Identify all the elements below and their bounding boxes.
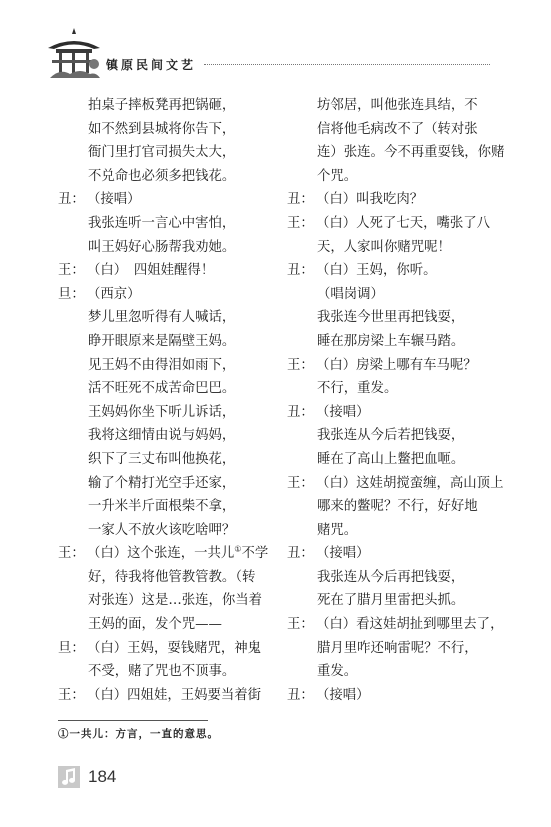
line-text-part: 拍桌子摔板凳再把锅砸， xyxy=(88,98,236,113)
speaker-role: 王： xyxy=(287,215,314,231)
speaker-role: 王： xyxy=(58,687,85,703)
line-text xyxy=(316,613,503,637)
line-text-part: 输了个精打光空手还家， xyxy=(88,475,236,491)
script-line xyxy=(287,377,523,401)
script-line xyxy=(287,542,523,566)
line-text-part: 哪来的鳖呢？不行，好好地 xyxy=(317,499,478,515)
line-text-part: 个咒。 xyxy=(317,168,358,184)
line-text xyxy=(317,424,464,448)
line-text xyxy=(87,259,214,283)
script-line xyxy=(287,236,523,260)
header-dotted-rule xyxy=(204,64,490,65)
line-text-part: 一家人不放火该吃啥呷？ xyxy=(88,522,236,538)
line-text xyxy=(88,212,235,236)
line-text-part: 我张连今世里再把钱耍， xyxy=(317,310,465,326)
line-text xyxy=(88,495,235,519)
line-text xyxy=(88,519,235,543)
speaker-role: 王： xyxy=(58,546,85,562)
line-text xyxy=(317,637,478,661)
line-text xyxy=(88,660,235,684)
line-text-part: （西京） xyxy=(87,286,141,302)
line-text xyxy=(88,354,235,378)
line-text-part: （唱岗调） xyxy=(317,286,384,302)
script-line xyxy=(58,330,294,354)
line-text xyxy=(88,330,235,354)
line-text-part: 梦儿里忽听得有人喊话， xyxy=(88,310,236,326)
script-line xyxy=(58,424,294,448)
script-line xyxy=(287,637,523,661)
script-line xyxy=(287,613,523,637)
line-text xyxy=(317,306,464,330)
line-text-part: 睁开眼原来是隔壁王妈。 xyxy=(88,333,236,349)
line-text xyxy=(316,401,370,425)
script-line xyxy=(58,259,294,283)
line-text-part: 好，待我将他管教管教。（转 xyxy=(88,569,256,585)
speaker-role: 王： xyxy=(287,357,314,373)
line-text-part: 对张连）这是…张连，你当着 xyxy=(88,593,263,609)
line-text xyxy=(88,236,235,260)
line-text xyxy=(316,472,503,496)
line-text xyxy=(317,377,397,401)
line-text xyxy=(317,283,384,307)
script-line xyxy=(287,259,523,283)
line-text xyxy=(87,542,268,566)
speaker-role: 王： xyxy=(58,263,85,279)
line-text-part: 睡在那房梁上车辗马踏。 xyxy=(317,333,465,349)
speaker-role: 王： xyxy=(287,617,314,633)
script-line xyxy=(287,472,523,496)
script-line xyxy=(287,118,523,142)
speaker-role: 丑： xyxy=(287,687,314,703)
line-text xyxy=(88,448,235,472)
line-text-part: （白）看这娃胡扯到哪里去了， xyxy=(316,617,504,633)
line-text-part: 信将他毛病改不了（转对张 xyxy=(317,121,478,137)
line-text xyxy=(317,660,357,684)
line-text-part: 一升米半斤面根柴不拿， xyxy=(88,499,236,515)
line-text xyxy=(317,519,357,543)
line-text-part: （白）王妈，耍钱赌咒，神鬼 xyxy=(87,640,262,656)
line-text xyxy=(87,637,261,661)
script-line xyxy=(58,94,294,118)
script-line xyxy=(58,495,294,519)
header-title: 镇原民间文艺 xyxy=(106,58,197,72)
footnote-divider xyxy=(58,720,208,721)
script-line xyxy=(58,377,294,401)
script-line xyxy=(58,637,294,661)
script-line xyxy=(287,212,523,236)
right-column xyxy=(287,94,523,707)
line-text xyxy=(88,401,235,425)
line-text xyxy=(88,165,235,189)
script-line xyxy=(58,519,294,543)
line-text-part: 不行，重发。 xyxy=(317,381,398,397)
line-text-part: 不受，赌了咒也不顶事。 xyxy=(88,664,236,680)
line-text xyxy=(317,330,464,354)
line-text-part: （接唱） xyxy=(87,192,141,208)
script-line xyxy=(58,613,294,637)
script-line xyxy=(58,354,294,378)
script-line xyxy=(58,165,294,189)
script-line xyxy=(287,401,523,425)
line-text-part: （白）人死了七天，嘴张了八 xyxy=(316,215,491,231)
speaker-role: 丑： xyxy=(287,192,314,208)
line-text-part: （白）房梁上哪有车马呢？ xyxy=(316,357,477,373)
speaker-role: 王： xyxy=(287,475,314,491)
line-text-part: 天，人家叫你赌咒呢！ xyxy=(317,239,451,255)
line-text xyxy=(88,589,262,613)
script-line xyxy=(287,589,523,613)
speaker-role: 丑： xyxy=(58,192,85,208)
script-line xyxy=(287,188,523,212)
page-number: 184 xyxy=(88,767,117,786)
line-text-part: （白）这娃胡搅蛮缠，高山顶上 xyxy=(316,475,504,491)
line-text xyxy=(317,589,464,613)
script-line xyxy=(58,188,294,212)
line-text-part: 王妈的面，发个咒—— xyxy=(88,617,222,633)
line-text xyxy=(317,448,464,472)
line-text-part: 我将这细情由说与妈妈， xyxy=(88,428,236,444)
script-line xyxy=(58,236,294,260)
line-text-part: 腊月里咋还响雷呢？不行， xyxy=(317,640,478,656)
script-line xyxy=(58,118,294,142)
script-line xyxy=(58,589,294,613)
script-line xyxy=(58,306,294,330)
line-text xyxy=(88,306,235,330)
line-text-part: （白）这个张连，一共儿 xyxy=(87,546,235,562)
line-text xyxy=(88,566,255,590)
script-line xyxy=(58,283,294,307)
line-text-part: 王妈妈你坐下听儿诉话， xyxy=(88,404,236,420)
line-text xyxy=(316,259,437,283)
line-text-part: 我张连听一言心中害怕， xyxy=(88,215,236,231)
line-text-part: （白）王妈，你听。 xyxy=(316,263,437,279)
music-note-icon xyxy=(58,766,80,788)
line-text-part: （白） 四姐娃醒得！ xyxy=(87,263,215,279)
page-header xyxy=(0,0,551,90)
line-text xyxy=(317,566,464,590)
line-text xyxy=(317,118,478,142)
left-column xyxy=(58,94,294,707)
line-text-part: 坊邻居，叫他张连具结，不 xyxy=(317,98,478,113)
line-text xyxy=(88,377,235,401)
line-text-part: 见王妈不由得泪如雨下， xyxy=(88,357,236,373)
script-line xyxy=(287,330,523,354)
line-text-part: （接唱） xyxy=(316,404,370,420)
line-text xyxy=(88,118,235,142)
line-text-part: 连）张连。今不再重耍钱，你赌 xyxy=(317,145,505,161)
speaker-role: 丑： xyxy=(287,546,314,562)
line-text-part: 赌咒。 xyxy=(317,522,358,538)
line-text-part: （接唱） xyxy=(316,546,370,562)
line-text xyxy=(317,165,357,189)
script-line xyxy=(287,495,523,519)
line-text-part: 我张连从今后再把钱耍， xyxy=(317,569,465,585)
line-text xyxy=(87,684,261,708)
script-line xyxy=(58,141,294,165)
line-text xyxy=(88,94,235,118)
script-line xyxy=(287,684,523,708)
line-text-part: 叫王妈好心肠帮我劝她。 xyxy=(88,239,236,255)
line-text xyxy=(316,354,477,378)
script-line xyxy=(287,165,523,189)
script-line xyxy=(287,306,523,330)
script-line xyxy=(287,283,523,307)
line-text xyxy=(317,236,451,260)
line-text-part: 不兑命也必须多把钱花。 xyxy=(88,168,236,184)
line-text-part: 我张连从今后若把钱耍， xyxy=(317,428,465,444)
speaker-role: 旦： xyxy=(58,286,85,302)
line-text xyxy=(316,684,370,708)
line-text xyxy=(87,283,141,307)
speaker-role: 丑： xyxy=(287,263,314,279)
script-line xyxy=(287,448,523,472)
line-text xyxy=(316,188,423,212)
line-text-part: 织下了三丈布叫他换花， xyxy=(88,451,236,467)
line-text-part: （白）叫我吃肉？ xyxy=(316,192,424,208)
line-text-part: 活不旺死不成苦命巴巴。 xyxy=(88,381,236,397)
line-text xyxy=(88,613,222,637)
line-text-part: 睡在了高山上鳖把血咂。 xyxy=(317,451,465,467)
speaker-role: 丑： xyxy=(287,404,314,420)
script-line xyxy=(58,660,294,684)
line-text xyxy=(88,141,235,165)
line-text-part: （接唱） xyxy=(316,687,370,703)
line-text xyxy=(87,188,141,212)
line-text-part: 如不然到县城将你告下， xyxy=(88,121,236,137)
line-text xyxy=(316,542,370,566)
line-text-part: 不学 xyxy=(241,546,269,562)
script-line xyxy=(287,660,523,684)
script-line xyxy=(287,566,523,590)
line-text xyxy=(317,141,504,165)
script-line xyxy=(58,401,294,425)
footnote-marker: ① xyxy=(234,544,242,554)
footnote: ①一共儿：方言，一直的意思。 xyxy=(58,728,219,740)
line-text xyxy=(317,495,478,519)
line-text xyxy=(88,472,235,496)
line-text-part: 重发。 xyxy=(317,664,358,680)
script-line xyxy=(58,566,294,590)
script-line xyxy=(287,354,523,378)
script-line xyxy=(287,94,523,118)
script-line xyxy=(58,472,294,496)
script-line xyxy=(58,542,294,566)
script-line xyxy=(58,448,294,472)
line-text xyxy=(88,424,235,448)
script-line xyxy=(58,212,294,236)
line-text-part: 衙门里打官司损失太大， xyxy=(88,145,236,161)
line-text-part: （白）四姐娃，王妈要当着街 xyxy=(87,687,262,703)
script-line xyxy=(287,519,523,543)
script-line xyxy=(58,684,294,708)
script-line xyxy=(287,424,523,448)
pavilion-logo-icon xyxy=(46,24,102,80)
script-line xyxy=(287,141,523,165)
line-text-part: 死在了腊月里雷把头抓。 xyxy=(317,593,465,609)
line-text xyxy=(317,94,478,118)
speaker-role: 旦： xyxy=(58,640,85,656)
line-text xyxy=(316,212,490,236)
